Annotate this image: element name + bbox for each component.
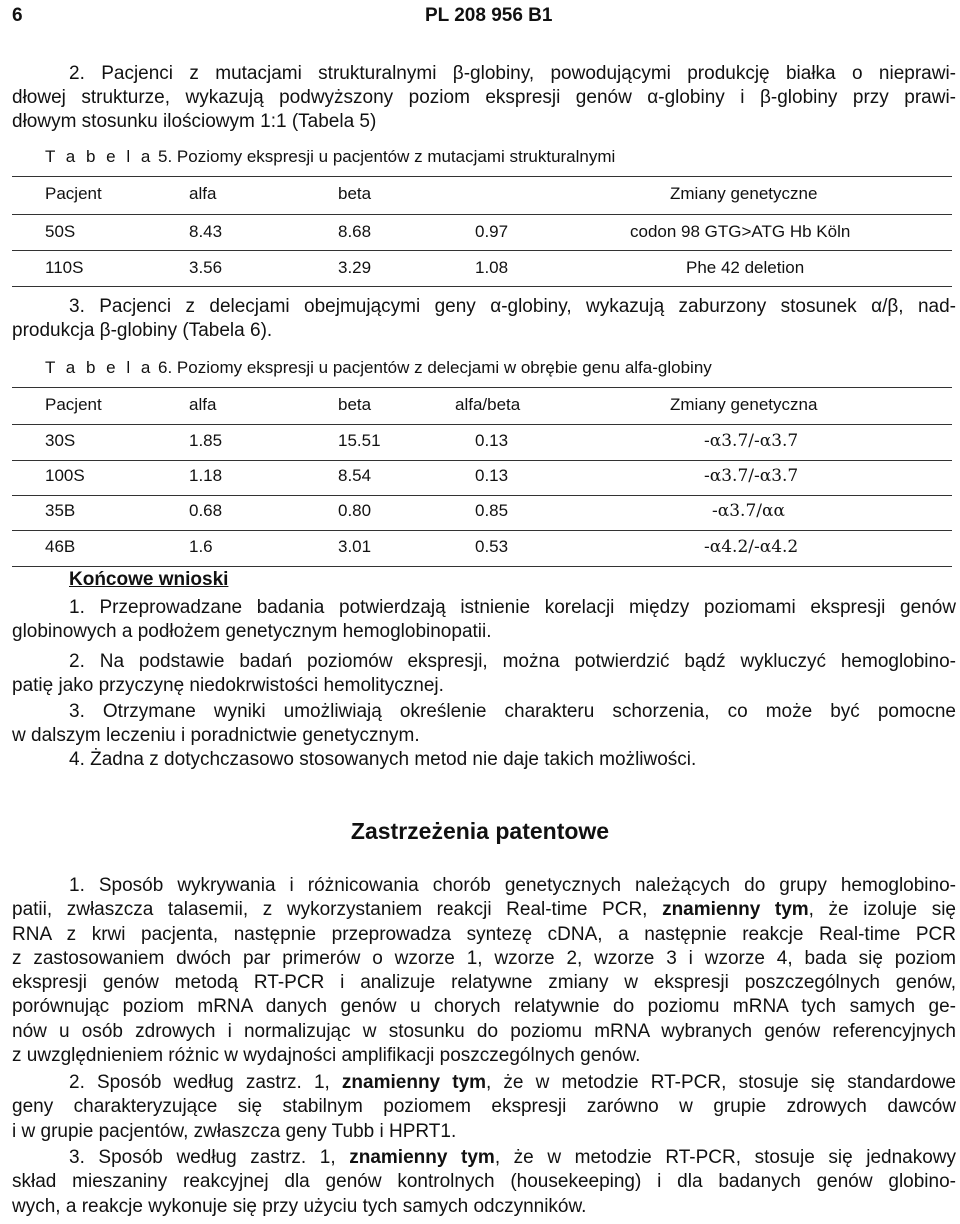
table-cell: 0.80: [338, 501, 372, 520]
paragraph-line: [12, 1146, 956, 1170]
table-cell: 8.68: [338, 222, 372, 241]
text-run: skład mieszaniny reakcyjnej dla genów kontrolnych (housekeeping) i dla badanych genów globino-: [12, 1171, 956, 1193]
table-header-cell: alfa/beta: [455, 395, 521, 414]
table-cell: 0.13: [475, 466, 509, 485]
table-cell: -α3.7/αα: [712, 501, 785, 521]
table-cell: 3.01: [338, 537, 372, 556]
paragraph-line: [12, 1095, 956, 1119]
table-cell: Phe 42 deletion: [686, 258, 805, 277]
paragraph-line: [12, 1044, 956, 1068]
conclusions-heading: Końcowe wnioski: [69, 569, 229, 590]
text-run: , że izoluje się: [808, 899, 956, 921]
table-cell: 1.85: [189, 431, 223, 450]
table-cell: 110S: [45, 258, 84, 277]
text-run: patii, zwłaszcza talasemii, z wykorzystaniem reakcji Real-time PCR,: [12, 899, 663, 921]
table-rule: [12, 424, 952, 425]
table-rule: [12, 566, 952, 567]
claim-2: [12, 1071, 956, 1144]
table-cell: -α4.2/-α4.2: [704, 537, 799, 557]
patent-number: PL 208 956 B1: [425, 5, 553, 26]
table-6-caption: [45, 358, 712, 378]
paragraph-line: 1. Przeprowadzane badania potwierdzają istnienie korelacji między poziomami ekspresji genów: [69, 597, 956, 618]
conclusion-item-4: [12, 748, 956, 772]
table-header-cell: Zmiany genetyczna: [670, 395, 818, 414]
paragraph-line: [12, 1120, 956, 1144]
table-header-cell: alfa: [189, 184, 217, 203]
table-cell: -α3.7/-α3.7: [704, 431, 799, 451]
table-caption-text: 6. Poziomy ekspresji u pacjentów z delecjami w obrębie genu alfa-globiny: [158, 358, 712, 377]
table-header-cell: beta: [338, 184, 372, 203]
text-run: 1. Sposób wykrywania i różnicowania chorób genetycznych należących do grupy hemoglobino-: [69, 875, 956, 896]
text-run: ekspresji genów metodą RT-PCR i analizuje relatywne zmiany w ekspresji poszczególnych genów,: [12, 972, 956, 994]
paragraph-line: [12, 995, 956, 1019]
page-number: 6: [12, 5, 23, 26]
paragraph-line: w dalszym leczeniu i poradnictwie genetycznym.: [12, 725, 420, 746]
table-cell: 1.08: [475, 258, 509, 277]
paragraph-2: [12, 62, 956, 134]
table-rule: [12, 495, 952, 496]
text-run: i w grupie pacjentów, zwłaszcza geny Tubb i HPRT1.: [12, 1120, 457, 1142]
table-cell: 3.56: [189, 258, 223, 277]
table-cell: 0.97: [475, 222, 509, 241]
text-run: porównując poziom mRNA danych genów u chorych relatywnie do poziomu mRNA tych samych ge-: [12, 996, 956, 1018]
table-caption-label: T a b e l a: [45, 147, 154, 166]
table-header-cell: beta: [338, 395, 372, 414]
table-5-caption: [45, 147, 615, 167]
table-cell: 0.53: [475, 537, 509, 556]
paragraph-line: [12, 1020, 956, 1044]
claims-title: Zastrzeżenia patentowe: [350, 818, 610, 844]
table-cell: 8.43: [189, 222, 223, 241]
table-cell: 3.29: [338, 258, 372, 277]
table-cell: 15.51: [338, 431, 381, 450]
table-cell: 8.54: [338, 466, 372, 485]
table-rule: [12, 387, 952, 388]
paragraph-line: 2. Na podstawie badań poziomów ekspresji, można potwierdzić bądź wykluczyć hemoglobino-: [69, 651, 956, 672]
text-run: , że w metodzie RT-PCR, stosuje się standardowe: [486, 1072, 957, 1093]
claim-1: [12, 874, 956, 1068]
text-run: , że w metodzie RT-PCR, stosuje się jednakowy: [494, 1147, 957, 1168]
table-cell: 46B: [45, 537, 76, 556]
paragraph-line: 2. Pacjenci z mutacjami strukturalnymi β-globiny, powodującymi produkcję białka o nieprawi-: [69, 63, 956, 84]
paragraph-line: [12, 947, 956, 971]
text-run: z uwzględnieniem różnic w wydajności amplifikacji poszczególnych genów.: [12, 1045, 641, 1067]
text-run: z zastosowaniem dwóch par primerów o wzorze 1, wzorze 2, wzorze 3 i wzorze 4, bada się poziom: [12, 947, 956, 969]
text-run: wych, a reakcje wykonuje się przy użyciu tych samych odczynników.: [12, 1195, 587, 1217]
paragraph-line: 3. Otrzymane wyniki umożliwiają określenie charakteru schorzenia, co może być pomocne: [69, 701, 956, 722]
table-header-cell: alfa: [189, 395, 217, 414]
table-cell: 50S: [45, 222, 76, 241]
paragraph-line: [12, 923, 956, 947]
emphasis-text: znamienny tym: [349, 1147, 495, 1168]
table-rule: [12, 530, 952, 531]
table-cell: 0.85: [475, 501, 509, 520]
conclusion-item-1: [12, 596, 956, 644]
paragraph-line: globinowych a podłożem genetycznym hemoglobinopatii.: [12, 621, 492, 642]
text-run: nów u osób zdrowych i normalizując w stosunku do poziomu mRNA wybranych genów referencyjnych: [12, 1020, 956, 1042]
text-run: 3. Sposób według zastrz. 1,: [69, 1147, 350, 1168]
paragraph-line: 4. Żadna z dotychczasowo stosowanych metod nie daje takich możliwości.: [69, 749, 697, 770]
table-rule: [12, 214, 952, 215]
emphasis-text: znamienny tym: [662, 899, 809, 921]
table-caption-label: T a b e l a: [45, 358, 154, 377]
table-header-cell: Zmiany genetyczne: [670, 184, 818, 203]
table-cell: 0.13: [475, 431, 509, 450]
paragraph-line: [12, 1170, 956, 1194]
paragraph-line: [12, 1195, 956, 1219]
table-caption-text: 5. Poziomy ekspresji u pacjentów z mutacjami strukturalnymi: [158, 147, 616, 166]
table-cell: 1.6: [189, 537, 213, 556]
table-cell: 1.18: [189, 466, 223, 485]
table-cell: 0.68: [189, 501, 223, 520]
paragraph-line: [12, 874, 956, 898]
table-cell: 100S: [45, 466, 85, 485]
paragraph-line: [12, 1071, 956, 1095]
paragraph-line: dłowym stosunku ilościowym 1:1 (Tabela 5): [12, 111, 377, 132]
table-cell: 30S: [45, 431, 76, 450]
table-rule: [12, 460, 952, 461]
text-run: 2. Sposób według zastrz. 1,: [69, 1072, 342, 1093]
paragraph-3: [12, 295, 956, 343]
table-cell: 35B: [45, 501, 76, 520]
paragraph-line: 3. Pacjenci z delecjami obejmującymi geny α-globiny, wykazują zaburzony stosunek α/β, nad-: [69, 296, 956, 317]
table-header-cell: Pacjent: [45, 395, 102, 414]
paragraph-line: dłowej strukturze, wykazują podwyższony poziom ekspresji genów α-globiny i β-globiny przy prawi-: [12, 87, 956, 108]
table-cell: codon 98 GTG>ATG Hb Köln: [630, 222, 851, 241]
paragraph-line: [12, 971, 956, 995]
text-run: geny charakteryzujące się stabilnym poziomem ekspresji zarówno w grupie zdrowych dawców: [12, 1096, 956, 1118]
conclusion-item-2: [12, 650, 956, 698]
table-rule: [12, 176, 952, 177]
paragraph-line: produkcja β-globiny (Tabela 6).: [12, 320, 273, 341]
table-cell: -α3.7/-α3.7: [704, 466, 799, 486]
table-header-cell: Pacjent: [45, 184, 102, 203]
text-run: RNA z krwi pacjenta, następnie przeprowadza syntezę cDNA, a następnie reakcje Real-time PCR: [12, 923, 956, 945]
emphasis-text: znamienny tym: [341, 1072, 487, 1093]
table-rule: [12, 250, 952, 251]
paragraph-line: patię jako przyczynę niedokrwistości hemolitycznej.: [12, 675, 444, 696]
conclusion-item-3: [12, 700, 956, 748]
claim-3: [12, 1146, 956, 1219]
paragraph-line: [12, 898, 956, 922]
table-rule: [12, 286, 952, 287]
